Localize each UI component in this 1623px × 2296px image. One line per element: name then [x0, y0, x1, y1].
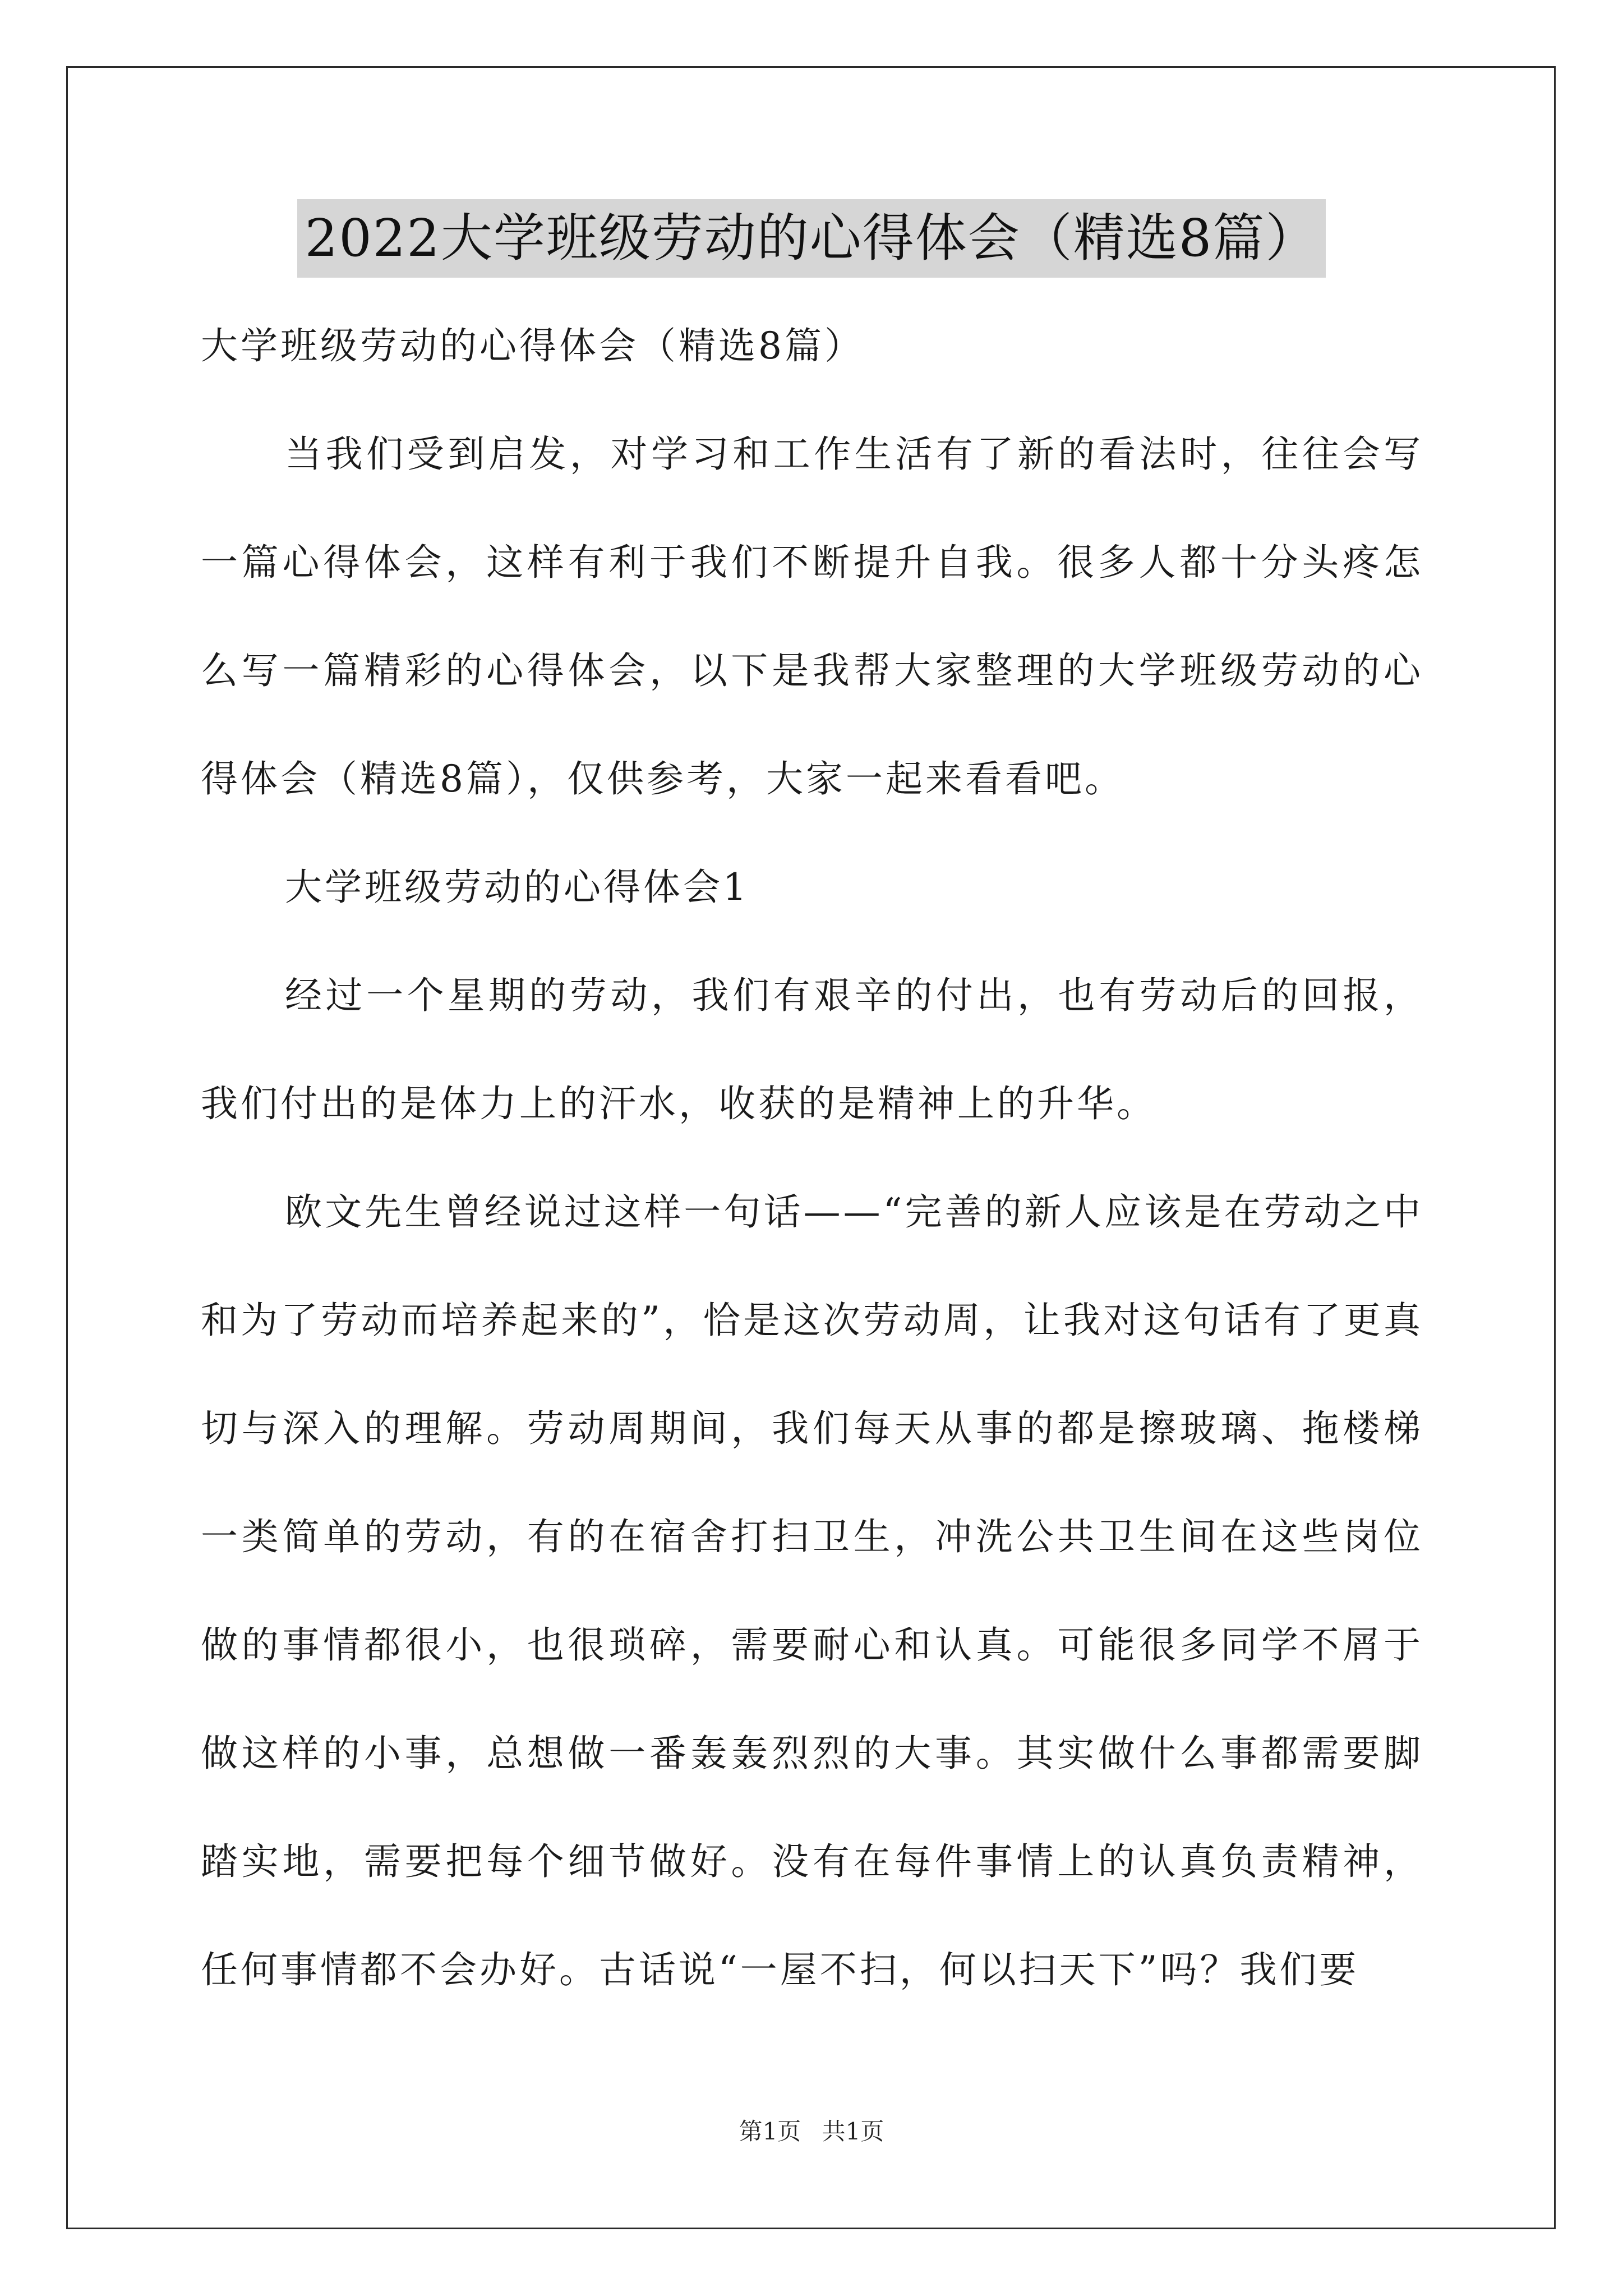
- body-paragraph: 经过一个星期的劳动，我们有艰辛的付出，也有劳动后的回报，我们付出的是体力上的汗水，收获的是精神上的升华。: [201, 974, 1423, 1125]
- page-footer: [0, 2115, 1623, 2148]
- title-container: [0, 199, 1623, 278]
- document-title: 2022大学班级劳动的心得体会（精选8篇）: [297, 199, 1326, 278]
- body-paragraph: 欧文先生曾经说过这样一句话——“完善的新人应该是在劳动之中和为了劳动而培养起来的”，恰是这次劳动周，让我对这句话有了更真切与深入的理解。劳动周期间，我们每天从事的都是擦玻璃、拖楼梯一类简单的劳动，有的在宿舍打扫卫生，冲洗公共卫生间在这些岗位做的事情都很小，也很琐碎，需要耐心和认真。可能很多同学不屑于做这样的小事，总想做一番轰轰烈烈的大事。其实做什么事都需要脚踏实地，需要把每个细节做好。没有在每件事情上的认真负责精神，任何事情都不会办好。古话说“一屋不扫，何以扫天下”吗？我们要: [201, 1190, 1423, 1991]
- page-total: 共1页: [822, 2118, 884, 2145]
- section-heading-1: 大学班级劳动的心得体会1: [285, 866, 749, 909]
- page-number: 第1页: [739, 2118, 801, 2145]
- intro-paragraph: 当我们受到启发，对学习和工作生活有了新的看法时，往往会写一篇心得体会，这样有利于我们不断提升自我。很多人都十分头疼怎么写一篇精彩的心得体会，以下是我帮大家整理的大学班级劳动的心得体会（精选8篇），仅供参考，大家一起来看看吧。: [201, 432, 1423, 800]
- subtitle-line: 大学班级劳动的心得体会（精选8篇）: [201, 324, 864, 367]
- document-body: [201, 292, 1423, 2024]
